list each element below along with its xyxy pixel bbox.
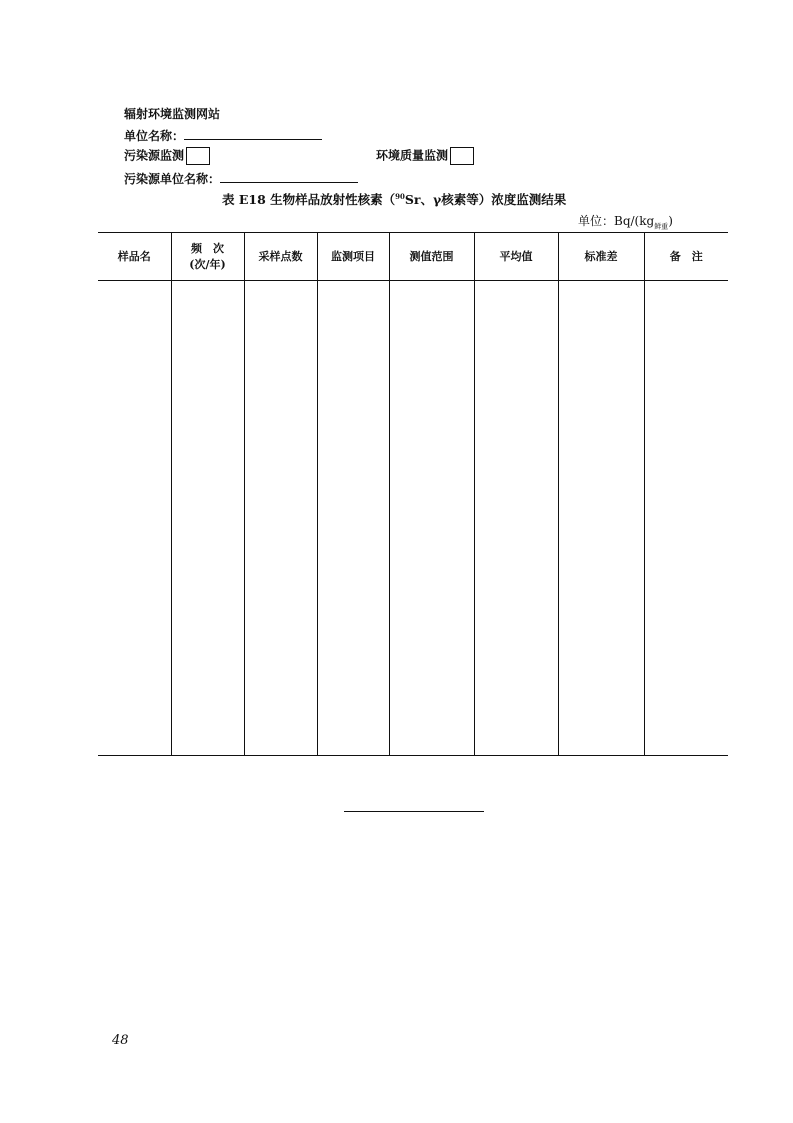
pollution-unit-blank[interactable] xyxy=(220,170,358,183)
cell-sample-name[interactable] xyxy=(98,281,171,756)
col-std-dev: 标准差 xyxy=(558,233,644,281)
monitoring-results-table xyxy=(98,232,728,756)
table-header-row xyxy=(98,233,728,281)
env-quality-checkbox[interactable] xyxy=(450,147,474,165)
unit-name-blank[interactable] xyxy=(184,127,322,140)
table-unit xyxy=(578,212,673,231)
col-sampling-points: 采样点数 xyxy=(244,233,317,281)
table-title-suffix: Sr、γ核素等）浓度监测结果 xyxy=(404,192,567,207)
station-name: 辐射环境监测网站 xyxy=(124,107,221,121)
pollution-source-checkbox[interactable] xyxy=(186,147,210,165)
env-quality-label: 环境质量监测 xyxy=(376,148,449,163)
table-row xyxy=(98,281,728,756)
col-average: 平均值 xyxy=(474,233,558,281)
table-title-prefix: 表 E18 生物样品放射性核素（ xyxy=(222,192,396,207)
col-sample-name: 样品名 xyxy=(98,233,171,281)
env-quality-row xyxy=(376,147,474,165)
cell-std-dev[interactable] xyxy=(558,281,644,756)
col-remarks: 备 注 xyxy=(644,233,728,281)
col-frequency: 频 次 (次/年) xyxy=(171,233,244,281)
unit-suffix: ) xyxy=(668,214,673,228)
cell-frequency[interactable] xyxy=(171,281,244,756)
col-monitoring-item: 监测项目 xyxy=(317,233,389,281)
cell-average[interactable] xyxy=(474,281,558,756)
table-title xyxy=(222,190,566,208)
col-value-range: 测值范围 xyxy=(389,233,474,281)
unit-subscript: 鲜重 xyxy=(654,222,669,231)
unit-name-label: 单位名称： xyxy=(124,129,185,143)
pollution-unit-label: 污染源单位名称： xyxy=(124,172,221,186)
cell-remarks[interactable] xyxy=(644,281,728,756)
page-number: 48 xyxy=(112,1033,129,1048)
pollution-source-label: 污染源监测 xyxy=(124,148,185,163)
pollution-source-row xyxy=(124,147,210,165)
unit-name-row xyxy=(124,127,322,145)
unit-prefix: 单位：Bq/(kg xyxy=(578,214,655,228)
end-rule xyxy=(344,811,484,812)
pollution-unit-row xyxy=(124,170,358,188)
cell-monitoring-item[interactable] xyxy=(317,281,389,756)
cell-sampling-points[interactable] xyxy=(244,281,317,756)
table-title-isotope-mass: 90 xyxy=(395,191,405,201)
cell-value-range[interactable] xyxy=(389,281,474,756)
